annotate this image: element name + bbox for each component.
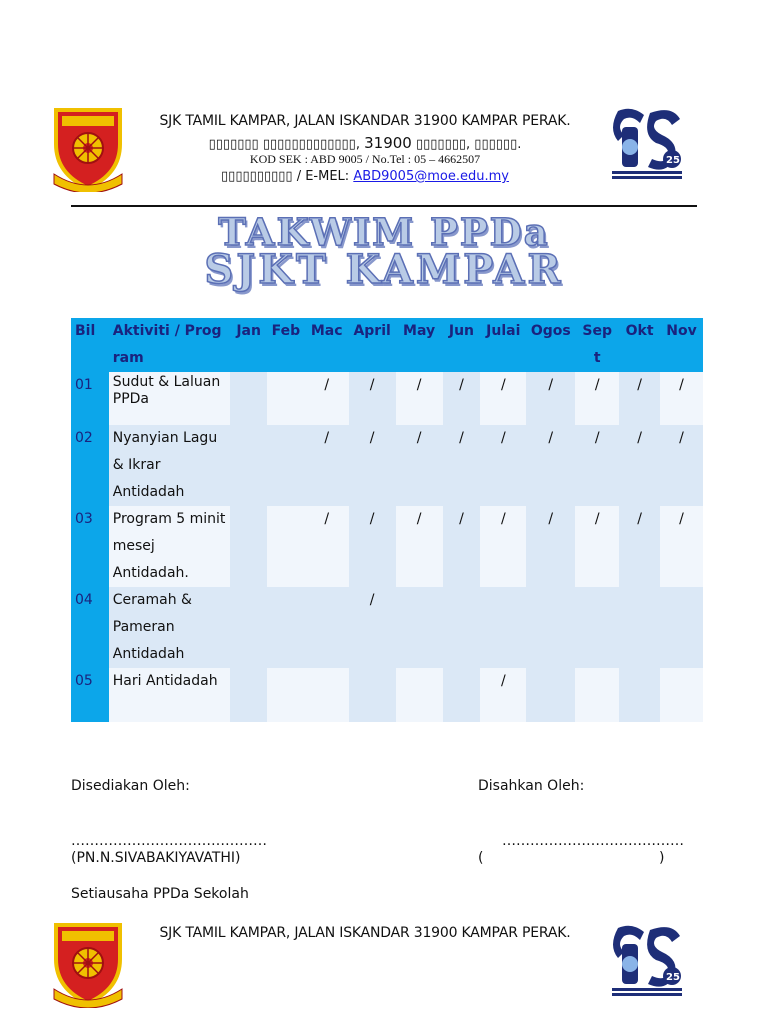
month-mark bbox=[526, 587, 575, 668]
table-row bbox=[71, 668, 703, 722]
month-mark bbox=[230, 506, 267, 587]
row-number: 05 bbox=[71, 668, 109, 722]
month-mark: / bbox=[396, 506, 443, 587]
month-mark: / bbox=[305, 372, 349, 425]
month-mark bbox=[396, 668, 443, 722]
month-mark bbox=[443, 587, 481, 668]
prepared-name: (PN.N.SIVABAKIYAVATHI) bbox=[71, 850, 241, 866]
school-email-line bbox=[130, 169, 600, 184]
table-row bbox=[71, 372, 703, 425]
header-month: Jan bbox=[230, 318, 267, 372]
month-mark: / bbox=[575, 506, 619, 587]
school-crest-logo bbox=[50, 104, 126, 192]
school-address-tamil bbox=[130, 134, 600, 152]
footer-anniversary-logo bbox=[610, 922, 684, 998]
month-mark: / bbox=[526, 506, 575, 587]
row-number: 02 bbox=[71, 425, 109, 506]
month-mark: / bbox=[443, 425, 481, 506]
school-address-line: SJK TAMIL KAMPAR, JALAN ISKANDAR 31900 KAMPAR PERAK. bbox=[159, 113, 571, 129]
month-mark: / bbox=[480, 668, 526, 722]
month-mark bbox=[619, 587, 660, 668]
month-mark: / bbox=[660, 425, 703, 506]
header-month: Okt bbox=[619, 318, 660, 372]
month-mark bbox=[230, 425, 267, 506]
table-header-row bbox=[71, 318, 703, 372]
prepared-signature-line: …………………………………… bbox=[71, 833, 267, 849]
month-mark bbox=[660, 668, 703, 722]
approved-name-open: ( bbox=[478, 850, 484, 866]
email-link[interactable]: ABD9005@moe.edu.my bbox=[353, 169, 509, 184]
document-title-line1: TAKWIM PPDa bbox=[218, 210, 550, 254]
month-mark: / bbox=[480, 372, 526, 425]
footer-address-line: SJK TAMIL KAMPAR, JALAN ISKANDAR 31900 KAMPAR PERAK. bbox=[159, 925, 571, 941]
approved-name-close: ) bbox=[659, 850, 665, 866]
month-mark bbox=[230, 587, 267, 668]
month-mark: / bbox=[526, 425, 575, 506]
month-mark bbox=[349, 668, 396, 722]
month-mark: / bbox=[443, 506, 481, 587]
header-month: Mac bbox=[305, 318, 349, 372]
month-mark: / bbox=[349, 506, 396, 587]
month-mark bbox=[267, 668, 305, 722]
prepared-by-label: Disediakan Oleh: bbox=[71, 778, 190, 794]
month-mark: / bbox=[619, 372, 660, 425]
footer-school-crest-logo bbox=[50, 918, 126, 1008]
month-mark: / bbox=[660, 372, 703, 425]
prepared-role: Setiausaha PPDa Sekolah bbox=[71, 886, 249, 902]
email-label: ▯▯▯▯▯▯▯▯▯▯ / E-MEL: bbox=[221, 169, 350, 184]
row-number: 03 bbox=[71, 506, 109, 587]
month-mark: / bbox=[526, 372, 575, 425]
table-row bbox=[71, 506, 703, 587]
header-month: Sept bbox=[575, 318, 619, 372]
month-mark bbox=[267, 372, 305, 425]
month-mark bbox=[267, 425, 305, 506]
header-month: Jun bbox=[443, 318, 481, 372]
month-mark: / bbox=[660, 506, 703, 587]
header-activity: Aktiviti / Program bbox=[109, 318, 230, 372]
month-mark bbox=[230, 668, 267, 722]
month-mark bbox=[305, 668, 349, 722]
header-divider bbox=[71, 205, 697, 207]
month-mark: / bbox=[480, 425, 526, 506]
month-mark bbox=[619, 668, 660, 722]
month-mark bbox=[575, 668, 619, 722]
row-activity: Sudut & Laluan PPDa bbox=[109, 372, 230, 425]
row-number: 01 bbox=[71, 372, 109, 425]
address-tamil-prefix: ▯▯▯▯▯▯▯ ▯▯▯▯▯▯▯▯▯▯▯▯▯, bbox=[208, 137, 360, 152]
month-mark: / bbox=[349, 425, 396, 506]
approved-signature-line: ………………………………… bbox=[502, 833, 684, 849]
month-mark: / bbox=[349, 372, 396, 425]
address-tamil-suffix: ▯▯▯▯▯▯▯, ▯▯▯▯▯▯. bbox=[415, 137, 522, 152]
table-row bbox=[71, 425, 703, 506]
row-activity: Hari Antidadah bbox=[109, 668, 230, 722]
month-mark bbox=[660, 587, 703, 668]
month-mark bbox=[305, 587, 349, 668]
month-mark bbox=[526, 668, 575, 722]
month-mark: / bbox=[480, 506, 526, 587]
month-mark bbox=[267, 506, 305, 587]
month-mark bbox=[267, 587, 305, 668]
month-mark: / bbox=[619, 425, 660, 506]
approved-by-label: Disahkan Oleh: bbox=[478, 778, 585, 794]
row-activity: Nyanyian Lagu & Ikrar Antidadah bbox=[109, 425, 230, 506]
month-mark bbox=[396, 587, 443, 668]
header-month: April bbox=[349, 318, 396, 372]
anniversary-logo bbox=[610, 105, 684, 181]
header-month: May bbox=[396, 318, 443, 372]
row-activity: Program 5 minit mesej Antidadah. bbox=[109, 506, 230, 587]
header-month: Nov bbox=[660, 318, 703, 372]
month-mark bbox=[575, 587, 619, 668]
month-mark bbox=[443, 668, 481, 722]
header-month: Ogos bbox=[526, 318, 575, 372]
month-mark bbox=[480, 587, 526, 668]
header-month: Julai bbox=[480, 318, 526, 372]
month-mark: / bbox=[443, 372, 481, 425]
svg-text:25: 25 bbox=[666, 155, 680, 166]
document-title-line2: SJKT KAMPAR bbox=[204, 246, 564, 293]
address-postcode: 31900 bbox=[364, 134, 412, 152]
month-mark: / bbox=[305, 506, 349, 587]
table-row bbox=[71, 587, 703, 668]
month-mark: / bbox=[575, 425, 619, 506]
month-mark bbox=[230, 372, 267, 425]
month-mark: / bbox=[396, 372, 443, 425]
month-mark: / bbox=[396, 425, 443, 506]
month-mark: / bbox=[619, 506, 660, 587]
row-activity: Ceramah & Pameran Antidadah bbox=[109, 587, 230, 668]
month-mark: / bbox=[305, 425, 349, 506]
school-code-phone: KOD SEK : ABD 9005 / No.Tel : 05 – 4662507 bbox=[249, 152, 481, 166]
row-number: 04 bbox=[71, 587, 109, 668]
activity-calendar-table bbox=[71, 318, 703, 722]
month-mark: / bbox=[349, 587, 396, 668]
header-month: Feb bbox=[267, 318, 305, 372]
svg-text:25: 25 bbox=[666, 972, 680, 983]
month-mark: / bbox=[575, 372, 619, 425]
header-bil: Bil bbox=[71, 318, 109, 372]
